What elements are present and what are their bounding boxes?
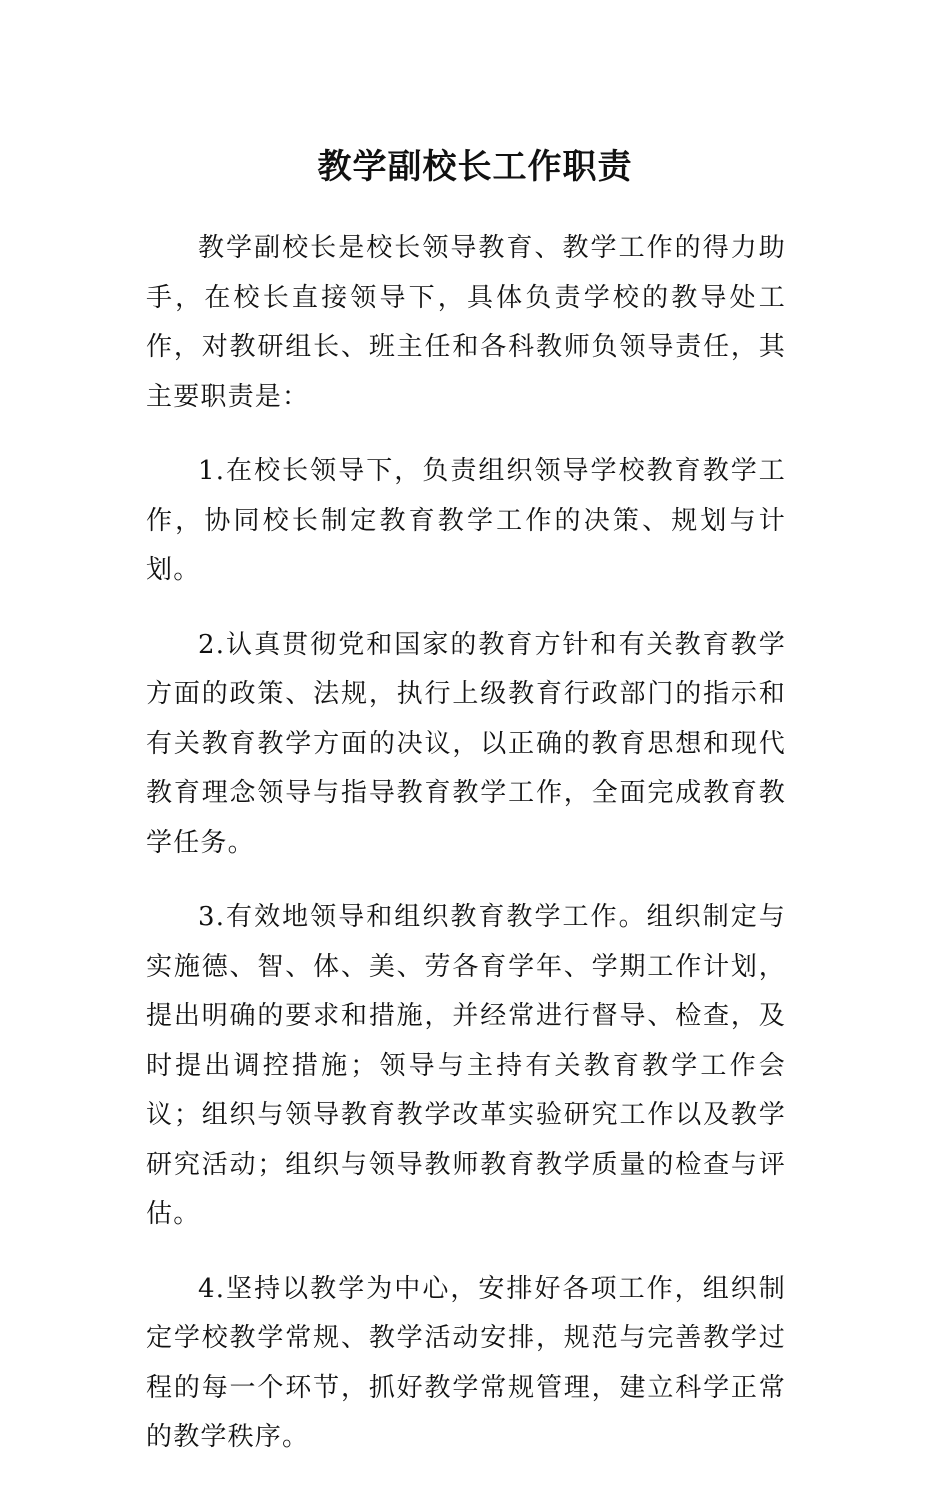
duty-paragraph-1: 1.在校长领导下，负责组织领导学校教育教学工作，协同校长制定教育教学工作的决策、规划与计划。 xyxy=(146,456,786,585)
document-title: 教学副校长工作职责 xyxy=(317,147,633,187)
duty-paragraph-3: 3.有效地领导和组织教育教学工作。组织制定与实施德、智、体、美、劳各育学年、学期工作计划，提出明确的要求和措施，并经常进行督导、检查，及时提出调控措施；领导与主持有关教育教学工作会议；组织与领导教育教学改革实验研究工作以及教学研究活动；组织与领导教师教育教学质量的检查与评估。 xyxy=(146,902,786,1229)
duty-paragraph-4: 4.坚持以教学为中心，安排好各项工作，组织制定学校教学常规、教学活动安排，规范与完善教学过程的每一个环节，抓好教学常规管理，建立科学正常的教学秩序。 xyxy=(146,1273,786,1452)
intro-paragraph: 教学副校长是校长领导教育、教学工作的得力助手，在校长直接领导下，具体负责学校的教导处工作，对教研组长、班主任和各科教师负领导责任，其主要职责是： xyxy=(146,233,786,412)
duty-paragraph-2: 2.认真贯彻党和国家的教育方针和有关教育教学方面的政策、法规，执行上级教育行政部门的指示和有关教育教学方面的决议，以正确的教育思想和现代教育理念领导与指导教育教学工作，全面完成教育教学任务。 xyxy=(146,629,786,858)
document-body xyxy=(146,224,786,1488)
